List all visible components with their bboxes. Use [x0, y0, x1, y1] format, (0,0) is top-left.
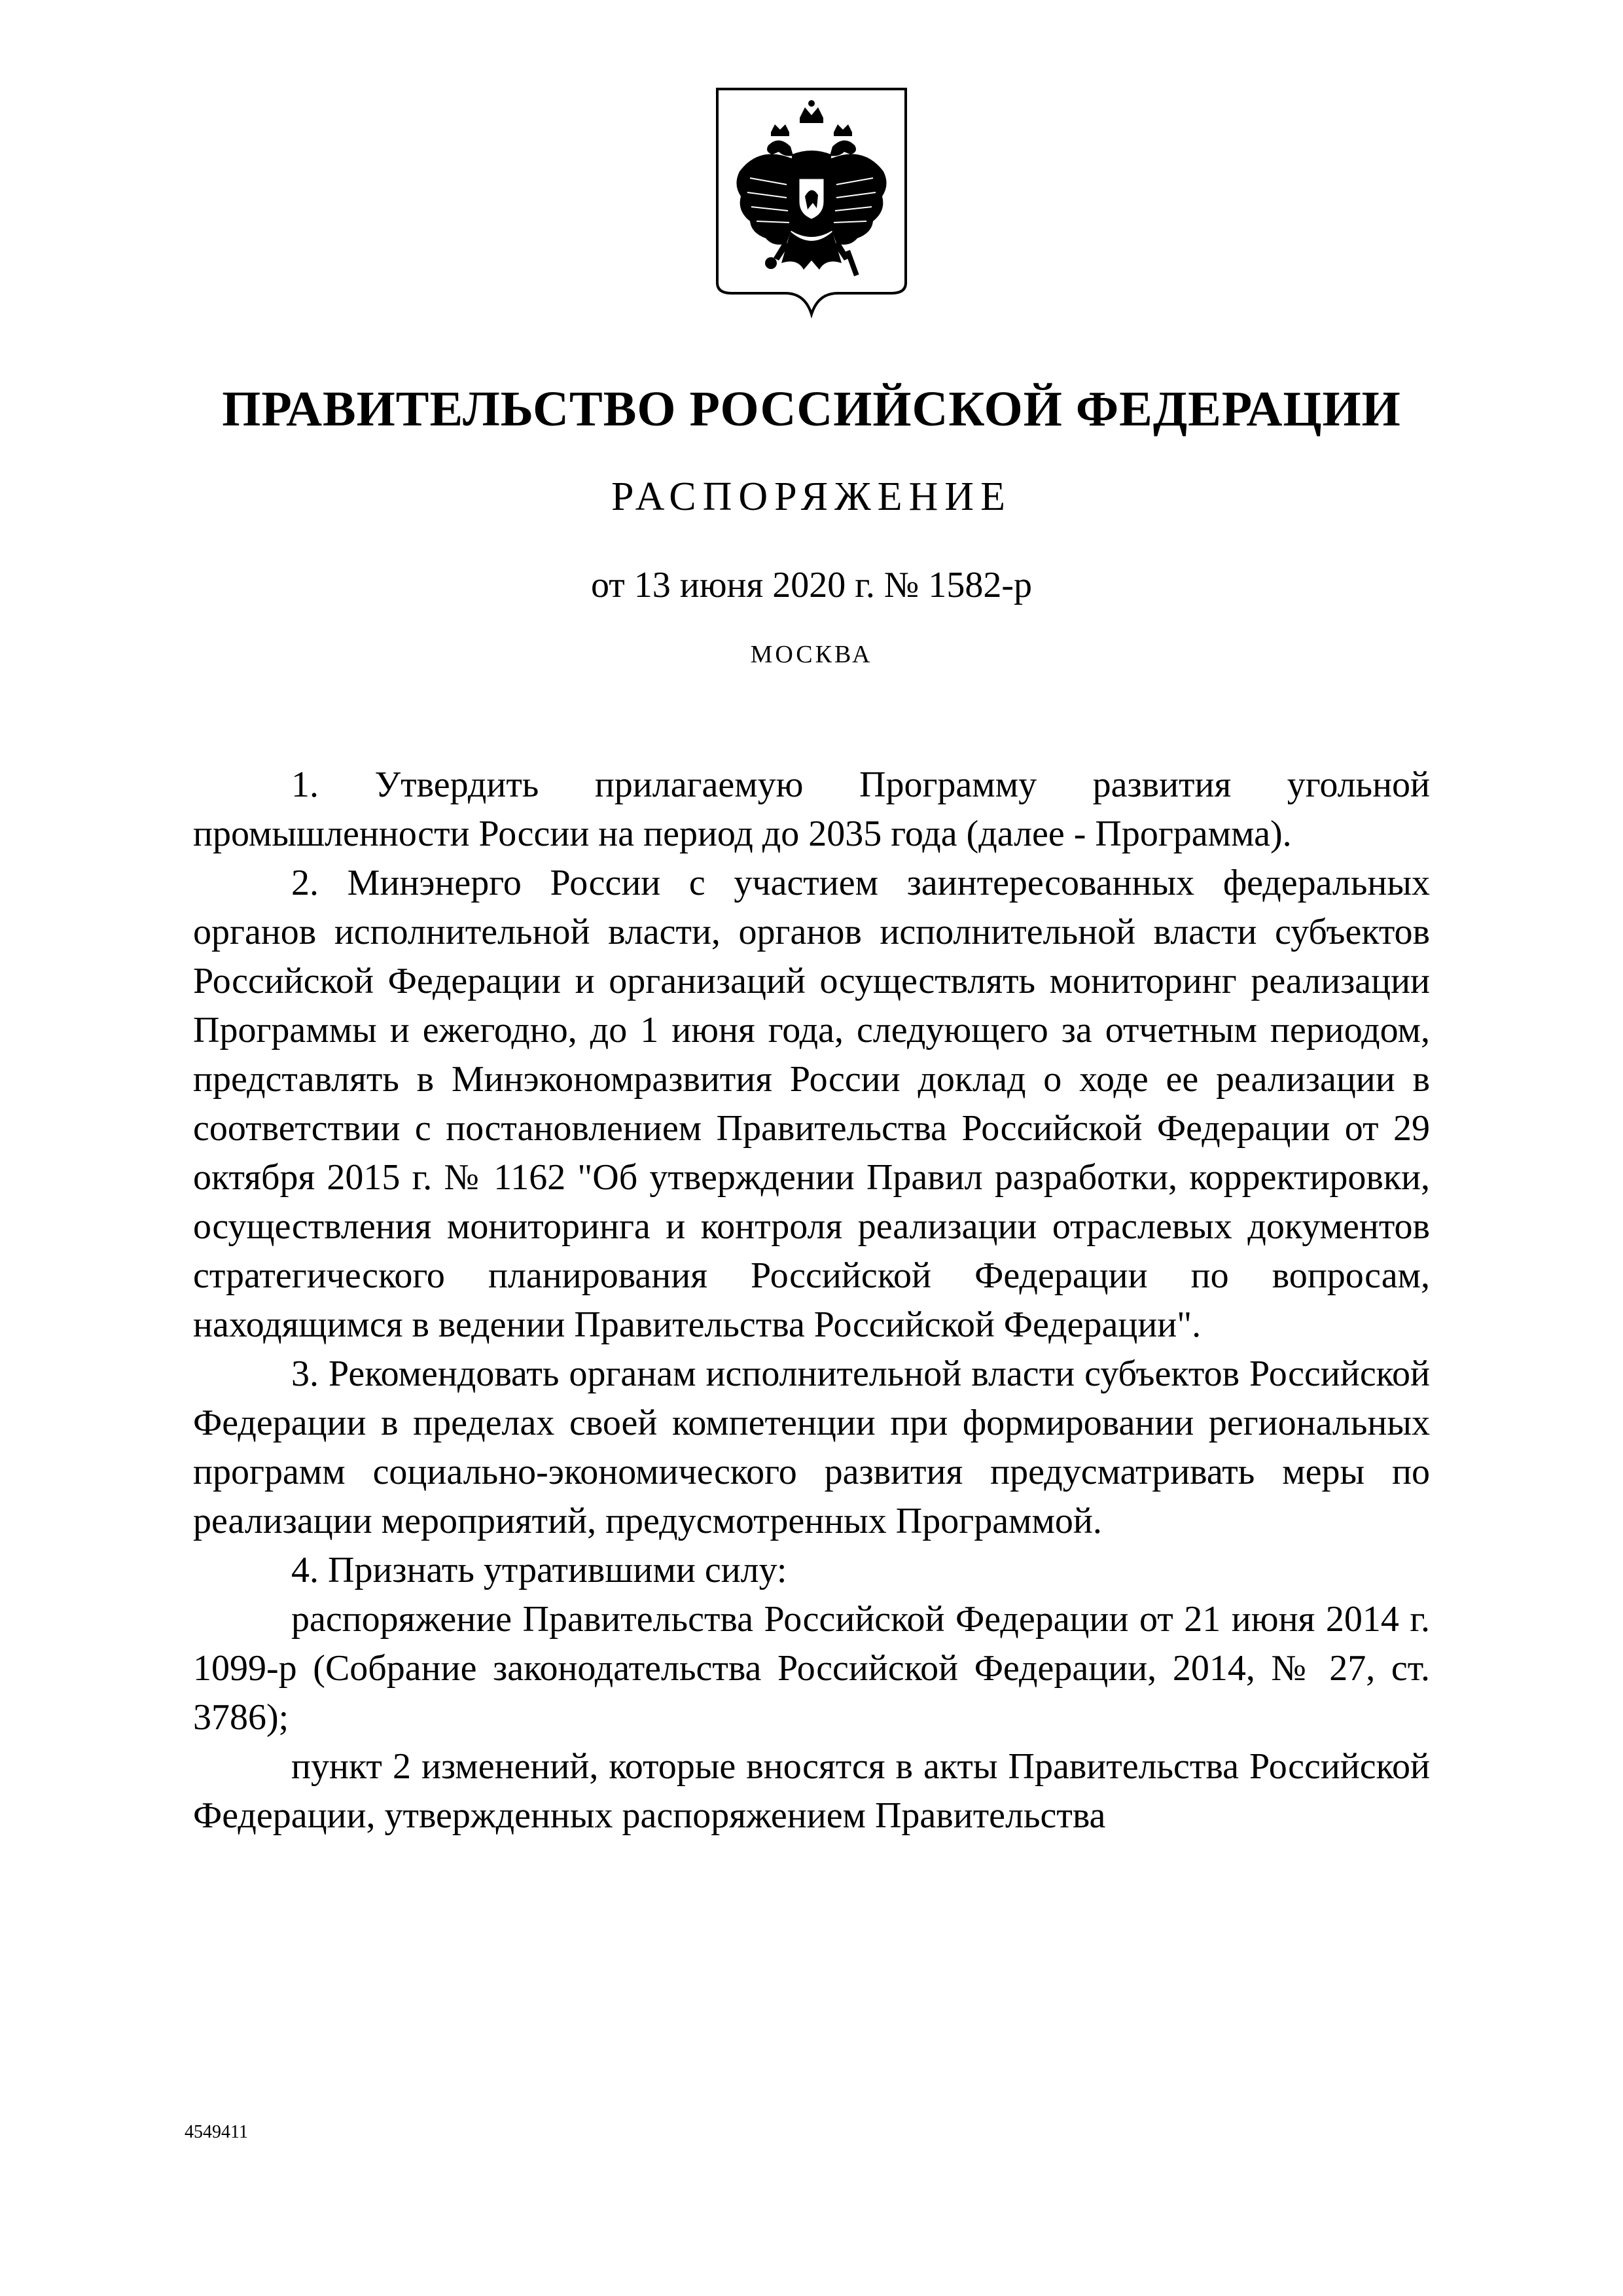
document-body [193, 761, 1430, 1840]
paragraph-4: 4. Признать утратившими силу: [291, 1550, 787, 1590]
government-title: ПРАВИТЕЛЬСТВО РОССИЙСКОЙ ФЕДЕРАЦИИ [222, 382, 1401, 437]
paragraph-2: 2. Минэнерго России с участием заинтересованных федеральных органов исполнительной власти, органов исполнительной власти субъектов Российской Федерации и организаций осуществлять мониторинг реализации Программы и ежегодно, до 1 июня года, следующего за отчетным периодом, представлять в Минэкономразвития России доклад о ходе ее реализации в соответствии с постановлением Правительства Российской Федерации от 29 октября 2015 г. № 1162 "Об утверждении Правил разработки, корректировки, осуществления мониторинга и контроля реализации отраслевых документов стратегического планирования Российской Федерации по вопросам, находящимся в ведении Правительства Российской Федерации". [193, 863, 1430, 1345]
document-city: МОСКВА [750, 641, 873, 668]
coat-of-arms-emblem [713, 86, 910, 319]
paragraph-3: 3. Рекомендовать органам исполнительной власти субъектов Российской Федерации в пределах своей компетенции при формировании региональных программ социально-экономического развития предусматривать меры по реализации мероприятий, предусмотренных Программой. [193, 1354, 1430, 1541]
document-type: РАСПОРЯЖЕНИЕ [611, 475, 1012, 519]
paragraph-4-item-1: распоряжение Правительства Российской Федерации от 21 июня 2014 г. 1099-р (Собрание законодательства Российской Федерации, 2014, № 27, ст. 3786); [193, 1599, 1430, 1738]
paragraph-4-item-2: пункт 2 изменений, которые вносятся в акты Правительства Российской Федерации, утвержденных распоряжением Правительства [193, 1746, 1430, 1836]
paragraph-1: 1. Утвердить прилагаемую Программу развития угольной промышленности России на период до 2035 года (далее - Программа). [193, 764, 1430, 854]
document-code: 4549411 [185, 2122, 248, 2142]
document-date-number: от 13 июня 2020 г. № 1582-р [591, 565, 1032, 605]
coat-of-arms-icon [713, 86, 910, 319]
